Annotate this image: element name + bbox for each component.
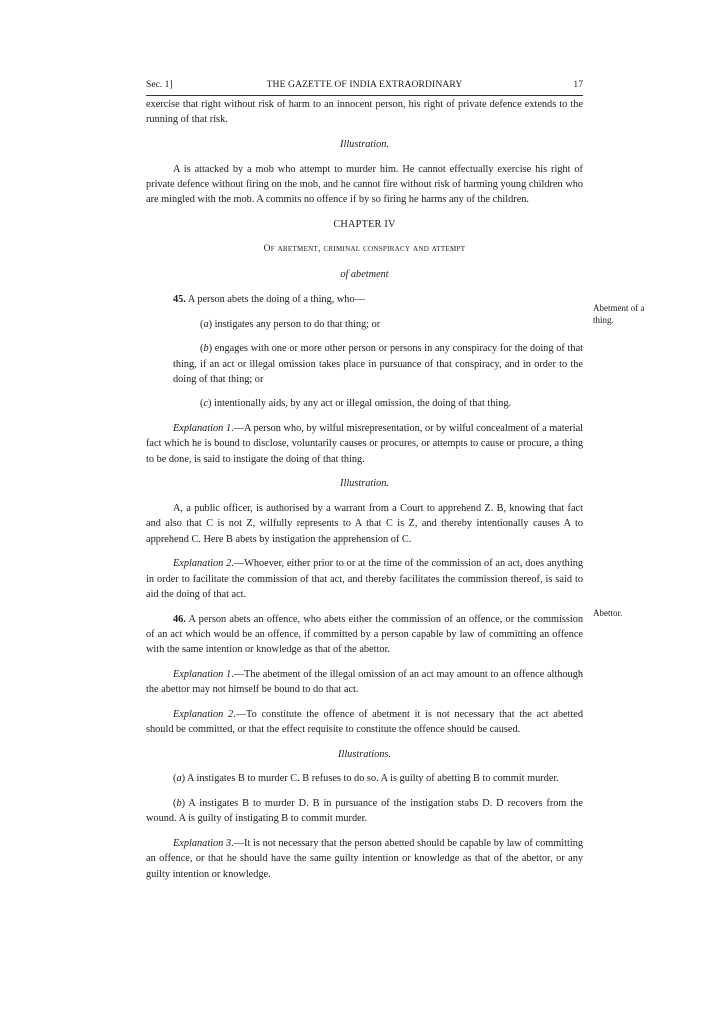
clause-c: (c) intentionally aids, by any act or illegal omission, the doing of that thing.: [200, 398, 512, 410]
page-body: [146, 97, 583, 891]
explanation-label: Explanation 2: [173, 708, 234, 720]
explanation-label: Explanation 1: [173, 423, 232, 435]
explanation-label: Explanation 3: [173, 838, 232, 850]
illustration-item-a: (a) A instigates B to murder C. B refuses to do so. A is guilty of abetting B to commit murder.: [173, 773, 559, 785]
section-text: A person abets the doing of a thing, who—: [185, 293, 365, 305]
illustration-paragraph: A is attacked by a mob who attempt to murder him. He cannot effectually exercise his right of private defence without firing on the mob, and he cannot fire without risk of harming young children who are mingled with the mob. A commits no offence if by so firing he harms any of the children.: [146, 163, 583, 206]
clause-label: c: [203, 398, 209, 410]
clause-label: b: [203, 343, 209, 355]
explanation-paragraph: [146, 556, 583, 601]
clause-text: engages with one or more other person or persons in any conspiracy for the doing of that thing, if an act or illegal omission takes place in pursuance of that conspiracy, and in order to the doing of that thing; or: [173, 343, 583, 385]
explanation-paragraph: [146, 421, 583, 466]
explanation-text: .—A person who, by wilful misrepresentation, or by wilful concealment of a material fact which he is bound to disclose, voluntarily causes or procures, or attempts to cause or procure, a thing to be done, is said to instigate the doing of that thing.: [146, 423, 584, 465]
section-45-lead: [146, 292, 583, 307]
illustration-heading: Illustration.: [340, 478, 389, 490]
clause-label: a: [203, 318, 209, 330]
chapter-subtitle: Of abetment, criminal conspiracy and attempt: [263, 243, 466, 254]
illustration-text: A instigates B to murder C. B refuses to do so. A is guilty of abetting B to commit murder.: [185, 773, 559, 785]
illustration-paragraph: A, a public officer, is authorised by a warrant from a Court to apprehend Z. B, knowing that fact and also that C is not Z, wilfully represents to A that C is Z, and thereby intentionally causes A to apprehend C. Here B abets by instigation the apprehension of C.: [146, 503, 583, 545]
illustrations-heading: Illustrations.: [338, 748, 391, 760]
clause-b: (b) engages with one or more other person or persons in any conspiracy for the doing of that thing, if an act or illegal omission takes place in pursuance of that conspiracy, and in order to the doing of that thing; or: [173, 343, 583, 385]
explanation-label: Explanation 2: [173, 558, 232, 570]
header-rule: [146, 95, 583, 96]
section-46-lead: [146, 612, 583, 657]
explanation-paragraph: [146, 667, 583, 697]
illustration-item-b: (b) A instigates B to murder D. B in pursuance of the instigation stabs D. D recovers from the wound. A is guilty of instigating B to commit murder.: [146, 798, 583, 825]
explanation-text: .—To constitute the offence of abetment it is not necessary that the act abetted should be committed, or that the effect requisite to constitute the offence should be caused.: [146, 708, 583, 735]
running-header: [146, 79, 583, 95]
part-heading: of abetment: [340, 268, 389, 280]
explanation-label: Explanation 1: [173, 668, 232, 680]
illustration-label: a: [176, 773, 182, 785]
clause-text: instigates any person to do that thing; or: [212, 318, 381, 330]
section-number: 45.: [173, 293, 186, 305]
explanation-text: .—Whoever, either prior to or at the time of the commission of an act, does anything in order to facilitate the commission of that act, and thereby facilitates the commission thereof, is said to aid the doing of that act.: [146, 558, 583, 600]
header-page-number: 17: [573, 79, 583, 90]
margin-note-section-45: Abetment of a thing.: [593, 303, 645, 325]
illustration-heading: Illustration.: [340, 138, 389, 150]
chapter-title: CHAPTER IV: [333, 218, 396, 230]
header-section: Sec. 1]: [146, 79, 173, 90]
clause-a: (a) instigates any person to do that thing; or: [200, 318, 381, 330]
explanation-text: .—The abetment of the illegal omission of an act may amount to an offence although the abettor may not himself be bound to do that act.: [146, 668, 583, 695]
explanation-paragraph: [146, 707, 583, 737]
illustration-label: b: [176, 798, 182, 810]
clause-text: intentionally aids, by any act or illegal omission, the doing of that thing.: [211, 398, 512, 410]
paragraph-continuation: exercise that right without risk of harm to an innocent person, his right of private defence extends to the running of that risk.: [146, 99, 583, 126]
explanation-text: .—It is not necessary that the person abetted should be capable by law of committing an offence, or that he should have the same guilty intention or knowledge as that of the abettor, or any guilty intention or knowledge.: [146, 838, 583, 880]
header-title: THE GAZETTE OF INDIA EXTRAORDINARY: [266, 79, 463, 90]
section-number: 46.: [173, 613, 186, 625]
explanation-paragraph: [146, 836, 583, 881]
margin-note-section-46: Abettor.: [593, 608, 623, 618]
section-text: A person abets an offence, who abets either the commission of an offence, or the commission of an act which would be an offence, if committed by a person capable by law of committing an offence with the same intention or knowledge as that of the abettor.: [146, 613, 583, 655]
illustration-text: A instigates B to murder D. B in pursuance of the instigation stabs D. D recovers from the wound. A is guilty of instigating B to commit murder.: [146, 798, 583, 825]
